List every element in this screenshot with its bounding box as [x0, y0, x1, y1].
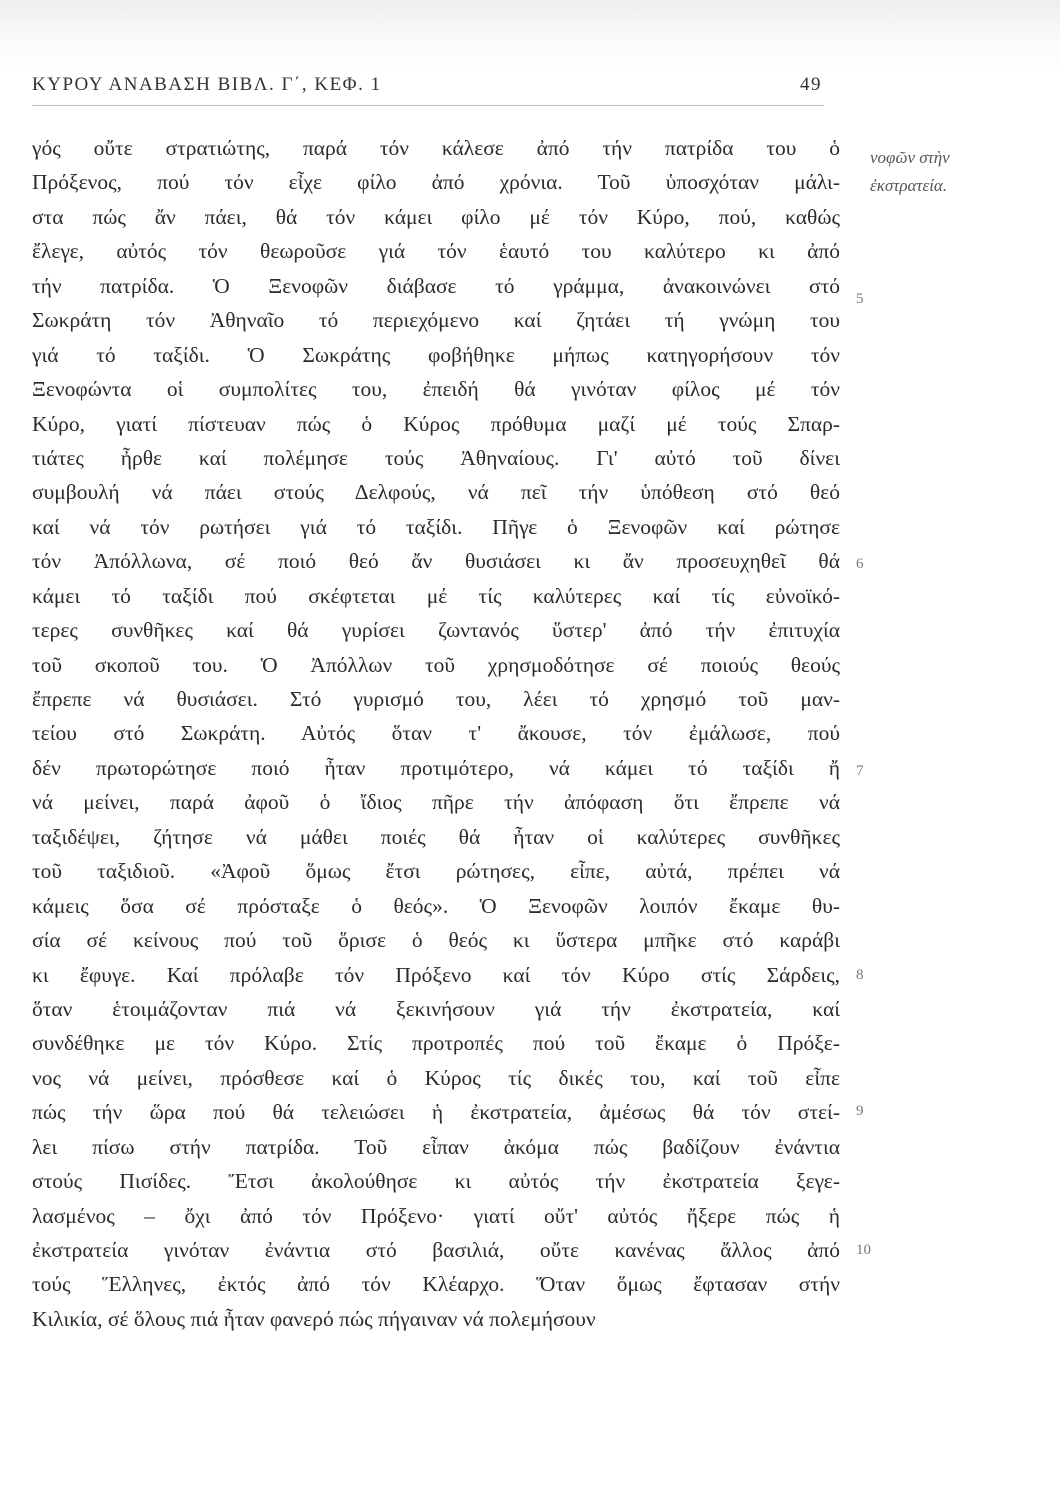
text-line: καί νά τόν ρωτήσει γιά τό ταξίδι. Πῆγε ὁ Ξενοφῶν καί ρώτησε	[32, 514, 840, 539]
section-number-5: 5	[856, 291, 864, 307]
text-line: νος νά μείνει, πρόσθεσε καί ὁ Κύρος τίς δικές του, καί τοῦ εἶπε	[32, 1065, 840, 1090]
text-line: Πρόξενος, πού τόν εἶχε φίλο ἀπό χρόνια. Τοῦ ὑποσχόταν μάλι-	[32, 170, 840, 195]
section-number-10: 10	[856, 1242, 871, 1258]
text-line: ταξιδέψει, ζήτησε νά μάθει ποιές θά ἦταν οἱ καλύτερες συνθῆκες	[32, 824, 840, 849]
text-line: γιά τό ταξίδι. Ὁ Σωκράτης φοβήθηκε μήπως κατηγορήσουν τόν	[32, 342, 840, 367]
text-line: στα πώς ἄν πάει, θά τόν κάμει φίλο μέ τόν Κύρο, πού, καθώς	[32, 204, 840, 229]
margin-note-line: ἐκστρατεία.	[870, 176, 948, 195]
section-number-8: 8	[856, 967, 864, 983]
text-line: τούς Ἕλληνες, ἐκτός ἀπό τόν Κλέαρχο. Ὅταν ὅμως ἔφτασαν στήν	[32, 1272, 840, 1297]
text-line: δέν πρωτορώτησε ποιό ἦταν προτιμότερο, νά κάμει τό ταξίδι ἤ	[32, 755, 840, 780]
text-line: Κιλικία, σέ ὅλους πιά ἦταν φανερό πώς πήγαιναν νά πολεμήσουν	[32, 1306, 596, 1331]
text-line: τείου στό Σωκράτη. Αὐτός ὅταν τ' ἄκουσε, τόν ἐμάλωσε, πού	[32, 721, 840, 746]
text-line: συμβουλή νά πάει στούς Δελφούς, νά πεῖ τήν ὑπόθεση στό θεό	[32, 480, 840, 505]
section-number-6: 6	[856, 556, 864, 572]
text-line: τοῦ σκοποῦ του. Ὁ Ἀπόλλων τοῦ χρησμοδότησε σέ ποιούς θεούς	[32, 652, 840, 677]
text-line: κι ἔφυγε. Καί πρόλαβε τόν Πρόξενο καί τόν Κύρο στίς Σάρδεις,	[32, 962, 840, 987]
text-line: κάμεις ὅσα σέ πρόσταξε ὁ θεός». Ὁ Ξενοφῶν λοιπόν ἔκαμε θυ-	[32, 893, 840, 918]
text-line: ἐκστρατεία γινόταν ἐνάντια στό βασιλιά, οὔτε κανένας ἄλλος ἀπό	[32, 1238, 840, 1262]
section-number-7: 7	[856, 763, 864, 779]
text-line: Ξενοφώντα οἱ συμπολίτες του, ἐπειδή θά γινόταν φίλος μέ τόν	[32, 377, 840, 402]
text-line: συνδέθηκε με τόν Κύρο. Στίς προτροπές πού τοῦ ἔκαμε ὁ Πρόξε-	[32, 1031, 840, 1056]
text-line: πώς τήν ὥρα πού θά τελειώσει ἡ ἐκστρατεία, ἀμέσως θά τόν στεί-	[32, 1100, 840, 1125]
text-line: τερες συνθῆκες καί θά γυρίσει ζωντανός ὕστερ' ἀπό τήν ἐπιτυχία	[32, 618, 840, 643]
section-number-9: 9	[856, 1103, 864, 1119]
text-line: ἔπρεπε νά θυσιάσει. Στό γυρισμό του, λέει τό χρησμό τοῦ μαν-	[32, 687, 840, 711]
text-line: στούς Πισίδες. Ἔτσι ἀκολούθησε κι αὐτός τήν ἐκστρατεία ξεγε-	[32, 1169, 840, 1194]
scan-shadow	[0, 0, 1060, 70]
text-line: τόν Ἀπόλλωνα, σέ ποιό θεό ἄν θυσιάσει κι ἄν προσευχηθεῖ θά	[32, 549, 840, 574]
text-line: κάμει τό ταξίδι πού σκέφτεται μέ τίς καλύτερες καί τίς εὐνοϊκό-	[32, 583, 840, 608]
text-line: νά μείνει, παρά ἀφοῦ ὁ ἴδιος πῆρε τήν ἀπόφαση ὅτι ἔπρεπε νά	[32, 790, 840, 815]
text-line: τιάτες ἦρθε καί πολέμησε τούς Ἀθηναίους. Γι' αὐτό τοῦ δίνει	[32, 445, 840, 470]
body-text	[32, 131, 840, 1336]
text-line: ἔλεγε, αὐτός τόν θεωροῦσε γιά τόν ἑαυτό του καλύτερο κι ἀπό	[32, 239, 840, 264]
text-line: γός οὔτε στρατιώτης, παρά τόν κάλεσε ἀπό τήν πατρίδα του ὁ	[32, 136, 840, 160]
running-header	[32, 74, 822, 104]
margin-note-line: νοφῶν στὴν	[870, 148, 950, 167]
margin-note	[870, 144, 1040, 200]
text-line: λασμένος – ὄχι ἀπό τόν Πρόξενο· γιατί οὔτ' αὐτός ἤξερε πώς ἡ	[32, 1203, 840, 1228]
text-line: Κύρο, γιατί πίστευαν πώς ὁ Κύρος πρόθυμα μαζί μέ τούς Σπαρ-	[32, 411, 840, 436]
text-line: τήν πατρίδα. Ὁ Ξενοφῶν διάβασε τό γράμμα, ἀνακοινώνει στό	[32, 273, 840, 298]
text-line: σία σέ κείνους πού τοῦ ὅρισε ὁ θεός κι ὕστερα μπῆκε στό καράβι	[32, 928, 840, 953]
text-line: τοῦ ταξιδιοῦ. «Ἀφοῦ ὅμως ἔτσι ρώτησες, εἶπε, αὐτά, πρέπει νά	[32, 859, 840, 884]
text-line: ὅταν ἑτοιμάζονταν πιά νά ξεκινήσουν γιά τήν ἐκστρατεία, καί	[32, 996, 840, 1021]
page-number: 49	[800, 74, 822, 95]
running-title: ΚΥΡΟΥ ΑΝΑΒΑΣΗ ΒΙΒΛ. Γ΄, ΚΕΦ. 1	[32, 74, 382, 95]
text-line: λει πίσω στήν πατρίδα. Τοῦ εἶπαν ἀκόμα πώς βαδίζουν ἐνάντια	[32, 1134, 840, 1159]
text-line: Σωκράτη τόν Ἀθηναῖο τό περιεχόμενο καί ζητάει τή γνώμη του	[32, 308, 840, 333]
header-rule	[32, 105, 824, 106]
